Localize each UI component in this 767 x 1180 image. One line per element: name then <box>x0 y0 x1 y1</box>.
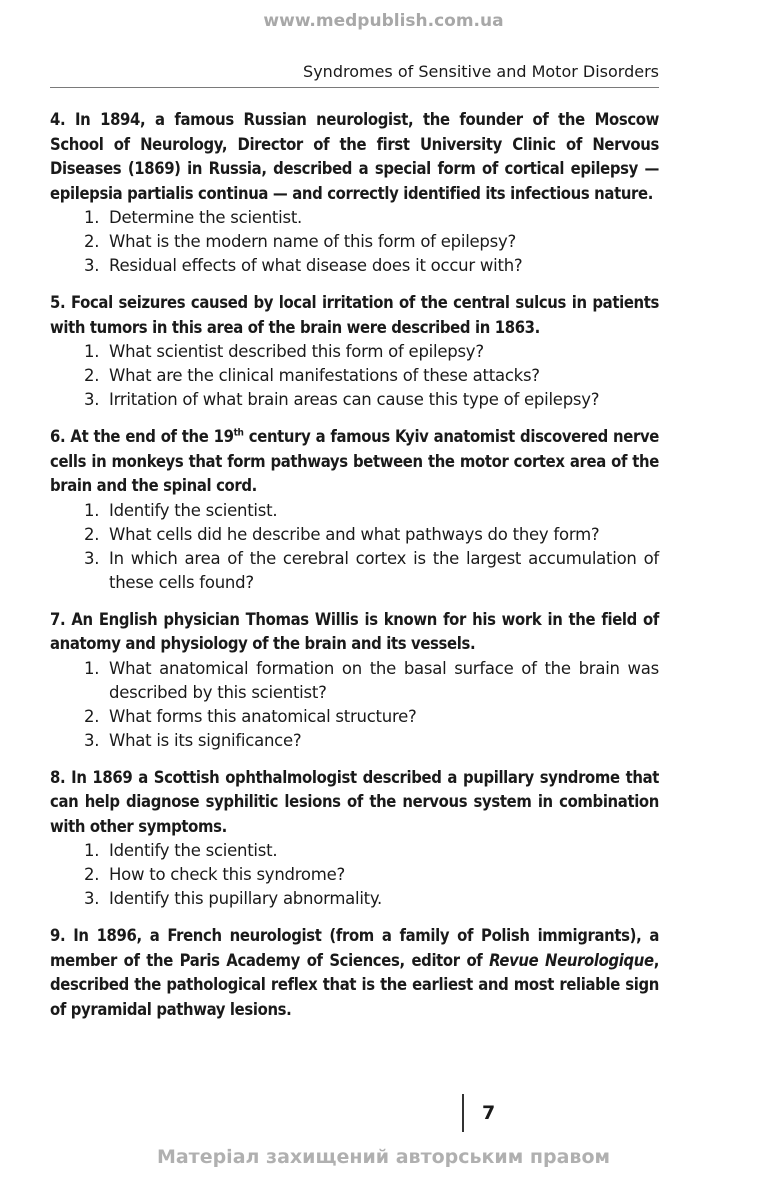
sub-question <box>84 364 659 388</box>
page-number-divider <box>462 1094 464 1132</box>
sub-question <box>84 729 659 753</box>
journal-title: Revue Neurologique <box>489 950 654 970</box>
sub-question-text: What anatomical formation on the basal surface of the brain was described by this scientist? <box>109 658 659 702</box>
page-content <box>50 108 659 1035</box>
sub-question-number: 3. <box>84 390 100 409</box>
question-8 <box>50 766 659 912</box>
sub-question-text: What is its significance? <box>109 730 302 750</box>
sub-question-number: 1. <box>84 841 100 860</box>
ordinal-suffix: th <box>233 427 244 439</box>
sub-question <box>84 547 659 595</box>
question-7 <box>50 608 659 753</box>
sub-question <box>84 887 659 911</box>
sub-question-text: What are the clinical manifestations of these attacks? <box>109 366 540 385</box>
sub-question-number: 3. <box>84 548 100 568</box>
watermark-url: www.medpublish.com.ua <box>263 11 504 31</box>
sub-question <box>84 230 659 254</box>
sub-question-text: In which area of the cerebral cortex is the largest accumulation of these cells found? <box>109 548 659 592</box>
question-5 <box>50 291 659 412</box>
sub-question <box>84 340 659 364</box>
page-number: 7 <box>482 1102 496 1124</box>
sub-question <box>84 388 659 412</box>
sub-question-list <box>50 206 659 278</box>
sub-question-text: Residual effects of what disease does it occur with? <box>109 256 523 275</box>
sub-question-number: 3. <box>84 256 100 275</box>
sub-question-text: Identify the scientist. <box>109 841 278 860</box>
question-6 <box>50 425 659 595</box>
sub-question <box>84 657 659 705</box>
sub-question-number: 2. <box>84 706 100 726</box>
question-text <box>50 425 659 499</box>
sub-question <box>84 206 659 230</box>
question-text-part: , described the pathological reflex that is the earliest and most reliable sign of pyramidal pathway lesions. <box>50 950 660 1019</box>
sub-question-number: 3. <box>84 730 100 750</box>
sub-question-text: What scientist described this form of epilepsy? <box>109 342 484 361</box>
question-text: 4. In 1894, a famous Russian neurologist, the founder of the Moscow School of Neurology, Director of the first University Clinic of Nervous Diseases (1869) in Russia, described a special form of cortical epilepsy — epilepsia partialis continua — and correctly identified its infectious nature. <box>50 110 659 203</box>
sub-question-list <box>50 839 659 911</box>
sub-question-number: 1. <box>84 208 100 227</box>
sub-question-number: 2. <box>84 524 100 544</box>
sub-question-number: 2. <box>84 232 100 251</box>
sub-question-list <box>50 340 659 412</box>
sub-question <box>84 499 659 523</box>
sub-question-number: 1. <box>84 342 100 361</box>
sub-question-list <box>50 499 659 595</box>
sub-question-text: Identify this pupillary abnormality. <box>109 889 383 908</box>
sub-question-number: 3. <box>84 889 100 908</box>
sub-question-number: 2. <box>84 865 100 884</box>
sub-question <box>84 863 659 887</box>
sub-question-number: 1. <box>84 658 100 678</box>
question-text <box>50 924 659 1022</box>
sub-question-text: Determine the scientist. <box>109 208 303 227</box>
sub-question-number: 2. <box>84 366 100 385</box>
sub-question-text: What cells did he describe and what pathways do they form? <box>109 524 600 544</box>
sub-question <box>84 705 659 729</box>
question-text-part: century a famous Kyiv anatomist discovered nerve cells in monkeys that form pathways between the motor cortex area of the brain and the spinal cord. <box>50 427 659 495</box>
header-rule <box>50 87 659 88</box>
sub-question-text: Identify the scientist. <box>109 500 278 520</box>
sub-question-list <box>50 657 659 753</box>
running-header: Syndromes of Sensitive and Motor Disorders <box>303 62 659 81</box>
sub-question <box>84 523 659 547</box>
question-4 <box>50 108 659 278</box>
question-text-part: 6. At the end of the 19 <box>50 427 234 446</box>
sub-question-text: What is the modern name of this form of epilepsy? <box>109 232 517 251</box>
question-text: 5. Focal seizures caused by local irritation of the central sulcus in patients with tumors in this area of the brain were described in 1863. <box>50 293 659 337</box>
question-text: 7. An English physician Thomas Willis is known for his work in the field of anatomy and physiology of the brain and its vessels. <box>50 609 659 653</box>
sub-question-text: What forms this anatomical structure? <box>109 706 417 726</box>
question-text-part: 9. In 1896, a French neurologist (from a family of Polish immigrants), a member of the Paris Academy of Sciences, editor of <box>50 926 659 970</box>
sub-question-text: Irritation of what brain areas can cause this type of epilepsy? <box>109 390 600 409</box>
sub-question-number: 1. <box>84 500 100 520</box>
question-9 <box>50 924 659 1022</box>
sub-question <box>84 839 659 863</box>
copyright-watermark: Матеріал захищений авторським правом <box>156 1146 611 1168</box>
sub-question-text: How to check this syndrome? <box>109 865 345 884</box>
sub-question <box>84 254 659 278</box>
question-text: 8. In 1869 a Scottish ophthalmologist described a pupillary syndrome that can help diagnose syphilitic lesions of the nervous system in combination with other symptoms. <box>50 767 659 836</box>
